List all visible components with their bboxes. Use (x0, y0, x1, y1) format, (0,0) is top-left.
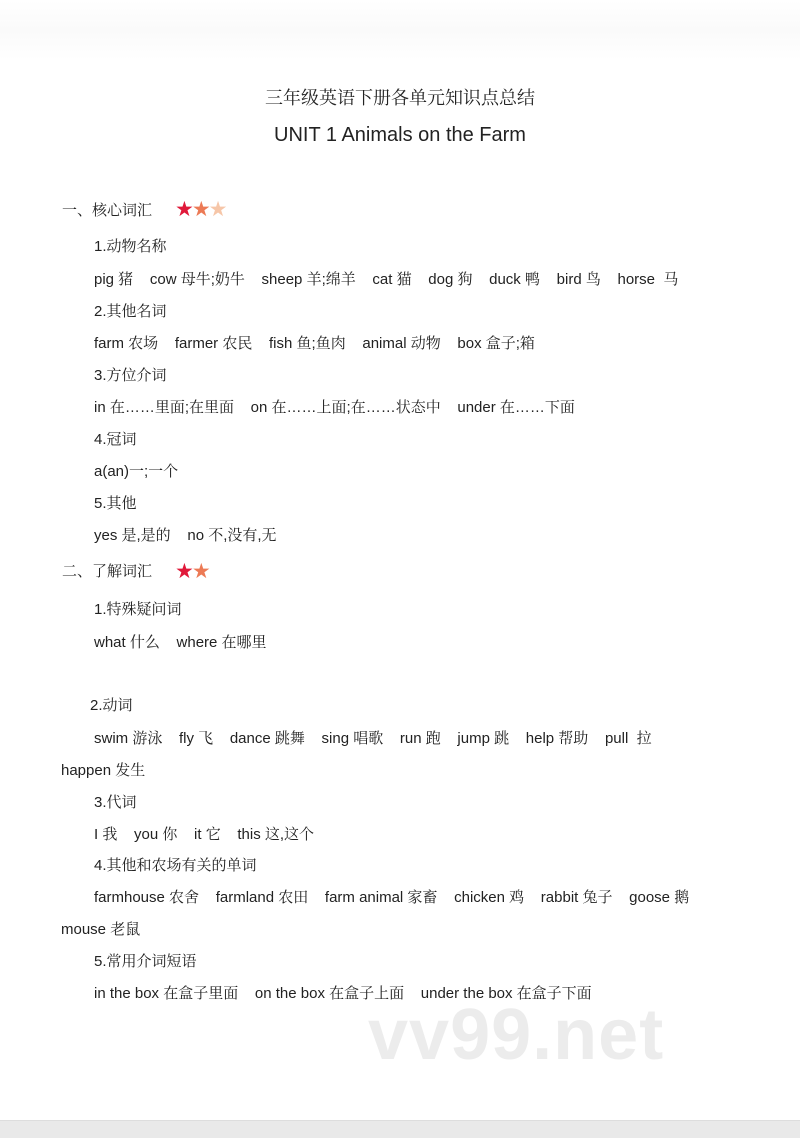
subheading: 1.特殊疑问词 (94, 601, 182, 618)
subheading: 5.其他 (94, 495, 137, 512)
subheading: 5.常用介词短语 (94, 953, 197, 970)
vocab-line: a(an)一;一个 (94, 463, 179, 480)
star-rating-icon: ★★ (175, 560, 209, 583)
vocab-line: swim 游泳 fly 飞 dance 跳舞 sing 唱歌 run 跑 jump 跳 help 帮助 pull 拉 (94, 730, 652, 747)
page-bottom-edge (0, 1120, 800, 1138)
vocab-line: in the box 在盒子里面 on the box 在盒子上面 under the box 在盒子下面 (94, 985, 592, 1002)
vocab-line: farmhouse 农舍 farmland 农田 farm animal 家畜 chicken 鸡 rabbit 兔子 goose 鹅 (94, 889, 690, 906)
subheading: 2.其他名词 (94, 303, 167, 320)
unit-title: UNIT 1 Animals on the Farm (274, 124, 526, 146)
subheading: 1.动物名称 (94, 238, 167, 255)
star-rating-icon: ★★★ (175, 198, 226, 221)
subheading: 3.代词 (94, 794, 137, 811)
vocab-line: in 在……里面;在里面 on 在……上面;在……状态中 under 在……下面 (94, 399, 575, 416)
page-top-shadow (0, 0, 800, 60)
vocab-line: yes 是,是的 no 不,没有,无 (94, 527, 277, 544)
subheading: 4.其他和农场有关的单词 (94, 857, 257, 874)
vocab-line: farm 农场 farmer 农民 fish 鱼;鱼肉 animal 动物 box 盒子;箱 (94, 335, 535, 352)
vocab-line: happen 发生 (61, 762, 146, 779)
vocab-line: I 我 you 你 it 它 this 这,这个 (94, 826, 315, 843)
section-heading-understand-vocab: 二、了解词汇 (62, 563, 153, 580)
subheading: 3.方位介词 (94, 367, 167, 384)
subheading: 2.动词 (90, 697, 133, 714)
section-heading-core-vocab: 一、核心词汇 (62, 202, 153, 219)
watermark: vv99.net (368, 995, 665, 1075)
vocab-line: pig 猪 cow 母牛;奶牛 sheep 羊;绵羊 cat 猫 dog 狗 duck 鸭 bird 鸟 horse 马 (94, 271, 679, 288)
vocab-line: mouse 老鼠 (61, 921, 141, 938)
subheading: 4.冠词 (94, 431, 137, 448)
vocab-line: what 什么 where 在哪里 (94, 634, 267, 651)
document-title: 三年级英语下册各单元知识点总结 (265, 88, 535, 108)
